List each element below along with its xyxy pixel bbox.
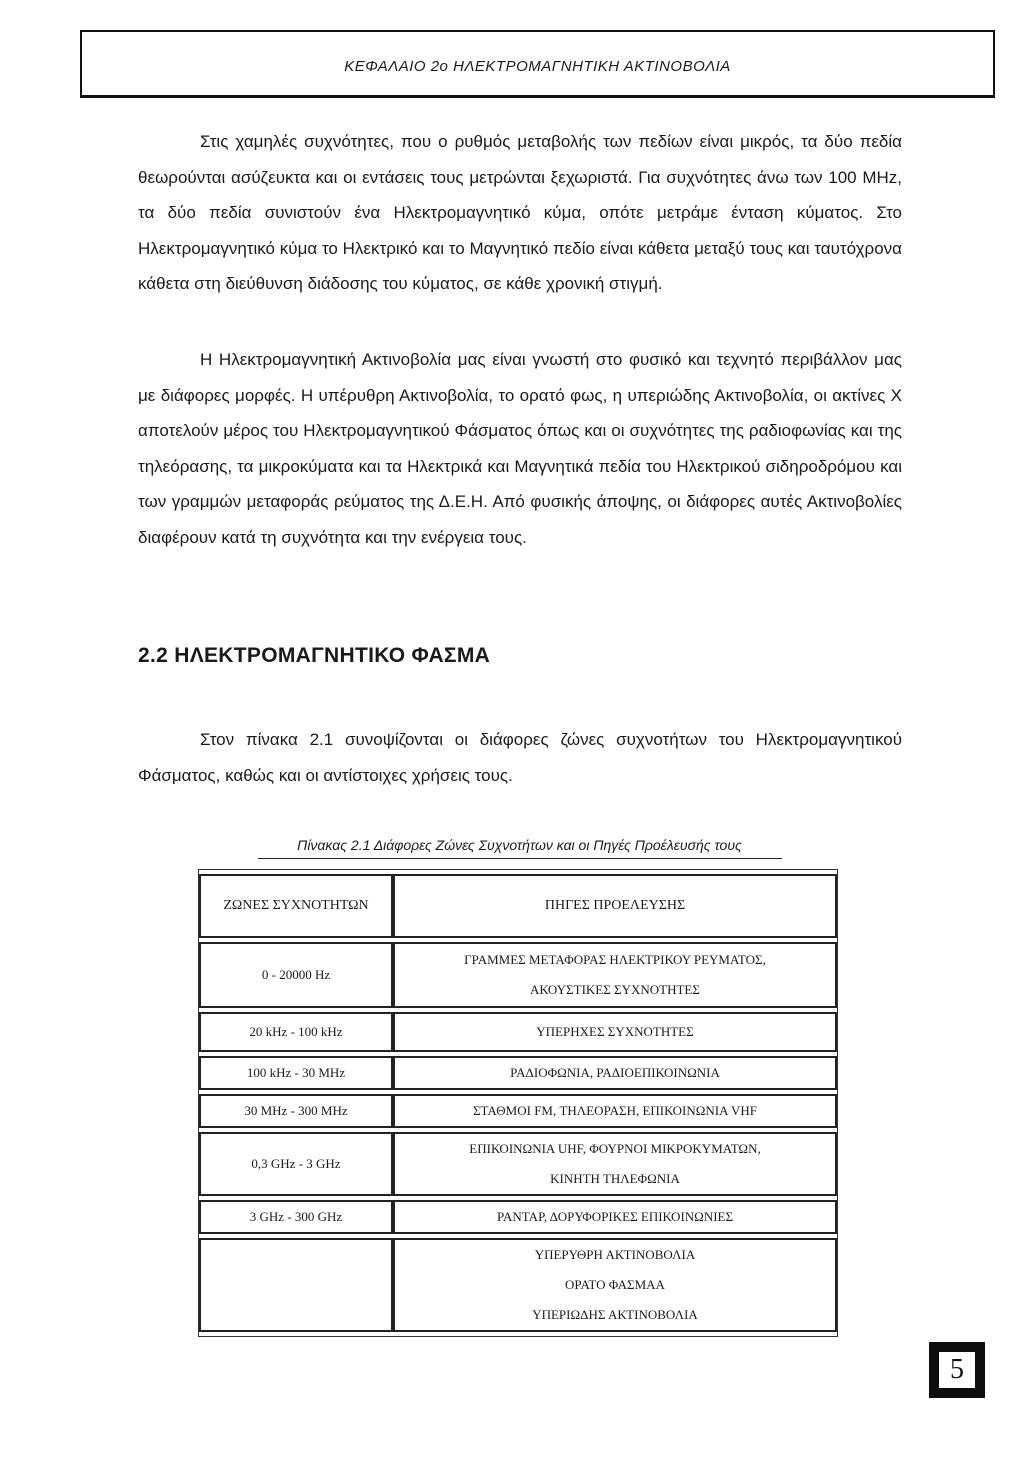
chapter-title: ΚΕΦΑΛΑΙΟ 2ο ΗΛΕΚΤΡΟΜΑΓΝΗΤΙΚΗ ΑΚΤΙΝΟΒΟΛΙΑ [344,58,731,75]
band-cell: 0 - 20000 Hz [199,942,393,1008]
table-row [199,1200,837,1234]
source-line: ΡΑΔΙΟΦΩΝΙΑ, ΡΑΔΙΟΕΠΙΚΟΙΝΩΝΙΑ [510,1065,720,1080]
table-header-row [199,874,837,938]
source-cell [393,942,837,1008]
chapter-header [80,30,995,98]
source-cell [393,1200,837,1234]
source-line: ΚΙΝΗΤΗ ΤΗΛΕΦΩΝΙΑ [550,1171,680,1186]
source-cell [393,1056,837,1090]
band-cell: 3 GHz - 300 GHz [199,1200,393,1234]
source-cell [393,1132,837,1196]
paragraph-1: Στις χαμηλές συχνότητες, που ο ρυθμός μεταβολής των πεδίων είναι μικρός, τα δύο πεδία θεωρούνται ασύζευκτα και οι εντάσεις τους μετρώνται ξεχωριστά. Για συχνότητες άνω των 100 MHz, τα δύο πεδία συνιστούν ένα Ηλεκτρομαγνητικό κύμα, οπότε μετράμε ένταση κύματος. Στο Ηλεκτρομαγνητικό κύμα το Ηλεκτρικό και το Μαγνητικό πεδίο είναι κάθετα μεταξύ τους και ταυτόχρονα κάθετα στη διεύθυνση διάδοσης του κύματος, σε κάθε χρονική στιγμή. [138,132,902,294]
source-line: ΥΠΕΡΥΘΡΗ ΑΚΤΙΝΟΒΟΛΙΑ [534,1247,696,1262]
frequency-bands-table [198,869,838,1337]
source-line: ΣΤΑΘΜΟΙ FM, ΤΗΛΕΟΡΑΣΗ, ΕΠΙΚΟΙΝΩΝΙΑ VHF [472,1103,758,1118]
paragraph-2: Η Ηλεκτρομαγνητική Ακτινοβολία μας είναι γνωστή στο φυσικό και τεχνητό περιβάλλον μας με διάφορες μορφές. Η υπέρυθρη Ακτινοβολία, το ορατό φως, η υπεριώδης Ακτινοβολία, οι ακτίνες Χ αποτελούν μέρος του Ηλεκτρομαγνητικού Φάσματος όπως και οι συχνότητες της ραδιοφωνίας και της τηλεόρασης, τα μικροκύματα και τα Ηλεκτρικά και Μαγνητικά πεδία του Ηλεκτρικού σιδηροδρόμου και των γραμμών μεταφοράς ρεύματος της Δ.Ε.Η. Από φυσικής άποψης, οι διάφορες αυτές Ακτινοβολίες διαφέρουν κατά τη συχνότητα και την ενέργεια τους. [138,350,902,547]
band-cell: 30 MHz - 300 MHz [199,1094,393,1128]
table-row [199,942,837,1008]
band-cell: 20 kHz - 100 kHz [199,1012,393,1052]
section-title: 2.2 ΗΛΕΚΤΡΟΜΑΓΝΗΤΙΚΟ ΦΑΣΜΑ [138,644,491,667]
table-row [199,1012,837,1052]
source-line: ΓΡΑΜΜΕΣ ΜΕΤΑΦΟΡΑΣ ΗΛΕΚΤΡΙΚΟΥ ΡΕΥΜΑΤΟΣ, [464,952,766,967]
table-caption: Πίνακας 2.1 Διάφορες Ζώνες Συχνοτήτων και οι Πηγές Προέλευσής τους [297,837,742,853]
page-number: 5 [939,1352,975,1388]
source-line: ΑΚΟΥΣΤΙΚΕΣ ΣΥΧΝΟΤΗΤΕΣ [530,982,700,997]
band-cell: 0,3 GHz - 3 GHz [199,1132,393,1196]
page-number-box [929,1342,985,1398]
band-cell [199,1238,393,1332]
table-row [199,1056,837,1090]
header-sources: ΠΗΓΕΣ ΠΡΟΕΛΕΥΣΗΣ [393,874,837,938]
source-line: ΥΠΕΡΙΩΔΗΣ ΑΚΤΙΝΟΒΟΛΙΑ [532,1307,698,1322]
source-cell [393,1012,837,1052]
caption-underline [258,858,782,859]
table-row [199,1132,837,1196]
source-line: ΕΠΙΚΟΙΝΩΝΙΑ UHF, ΦΟΥΡΝΟΙ ΜΙΚΡΟΚΥΜΑΤΩΝ, [469,1141,761,1156]
source-cell [393,1238,837,1332]
source-cell [393,1094,837,1128]
paragraph-3: Στον πίνακα 2.1 συνοψίζονται οι διάφορες ζώνες συχνοτήτων του Ηλεκτρομαγνητικού Φάσματος, καθώς και οι αντίστοιχες χρήσεις τους. [138,730,902,785]
table-row [199,1238,837,1332]
source-line: ΥΠΕΡΗΧΕΣ ΣΥΧΝΟΤΗΤΕΣ [536,1024,694,1039]
source-line: ΡΑΝΤΑΡ, ΔΟΡΥΦΟΡΙΚΕΣ ΕΠΙΚΟΙΝΩΝΙΕΣ [496,1209,734,1224]
table-row [199,1094,837,1128]
header-bands: ΖΩΝΕΣ ΣΥΧΝΟΤΗΤΩΝ [199,874,393,938]
source-line: ΟΡΑΤΟ ΦΑΣΜΑΑ [565,1277,665,1292]
band-cell: 100 kHz - 30 MHz [199,1056,393,1090]
